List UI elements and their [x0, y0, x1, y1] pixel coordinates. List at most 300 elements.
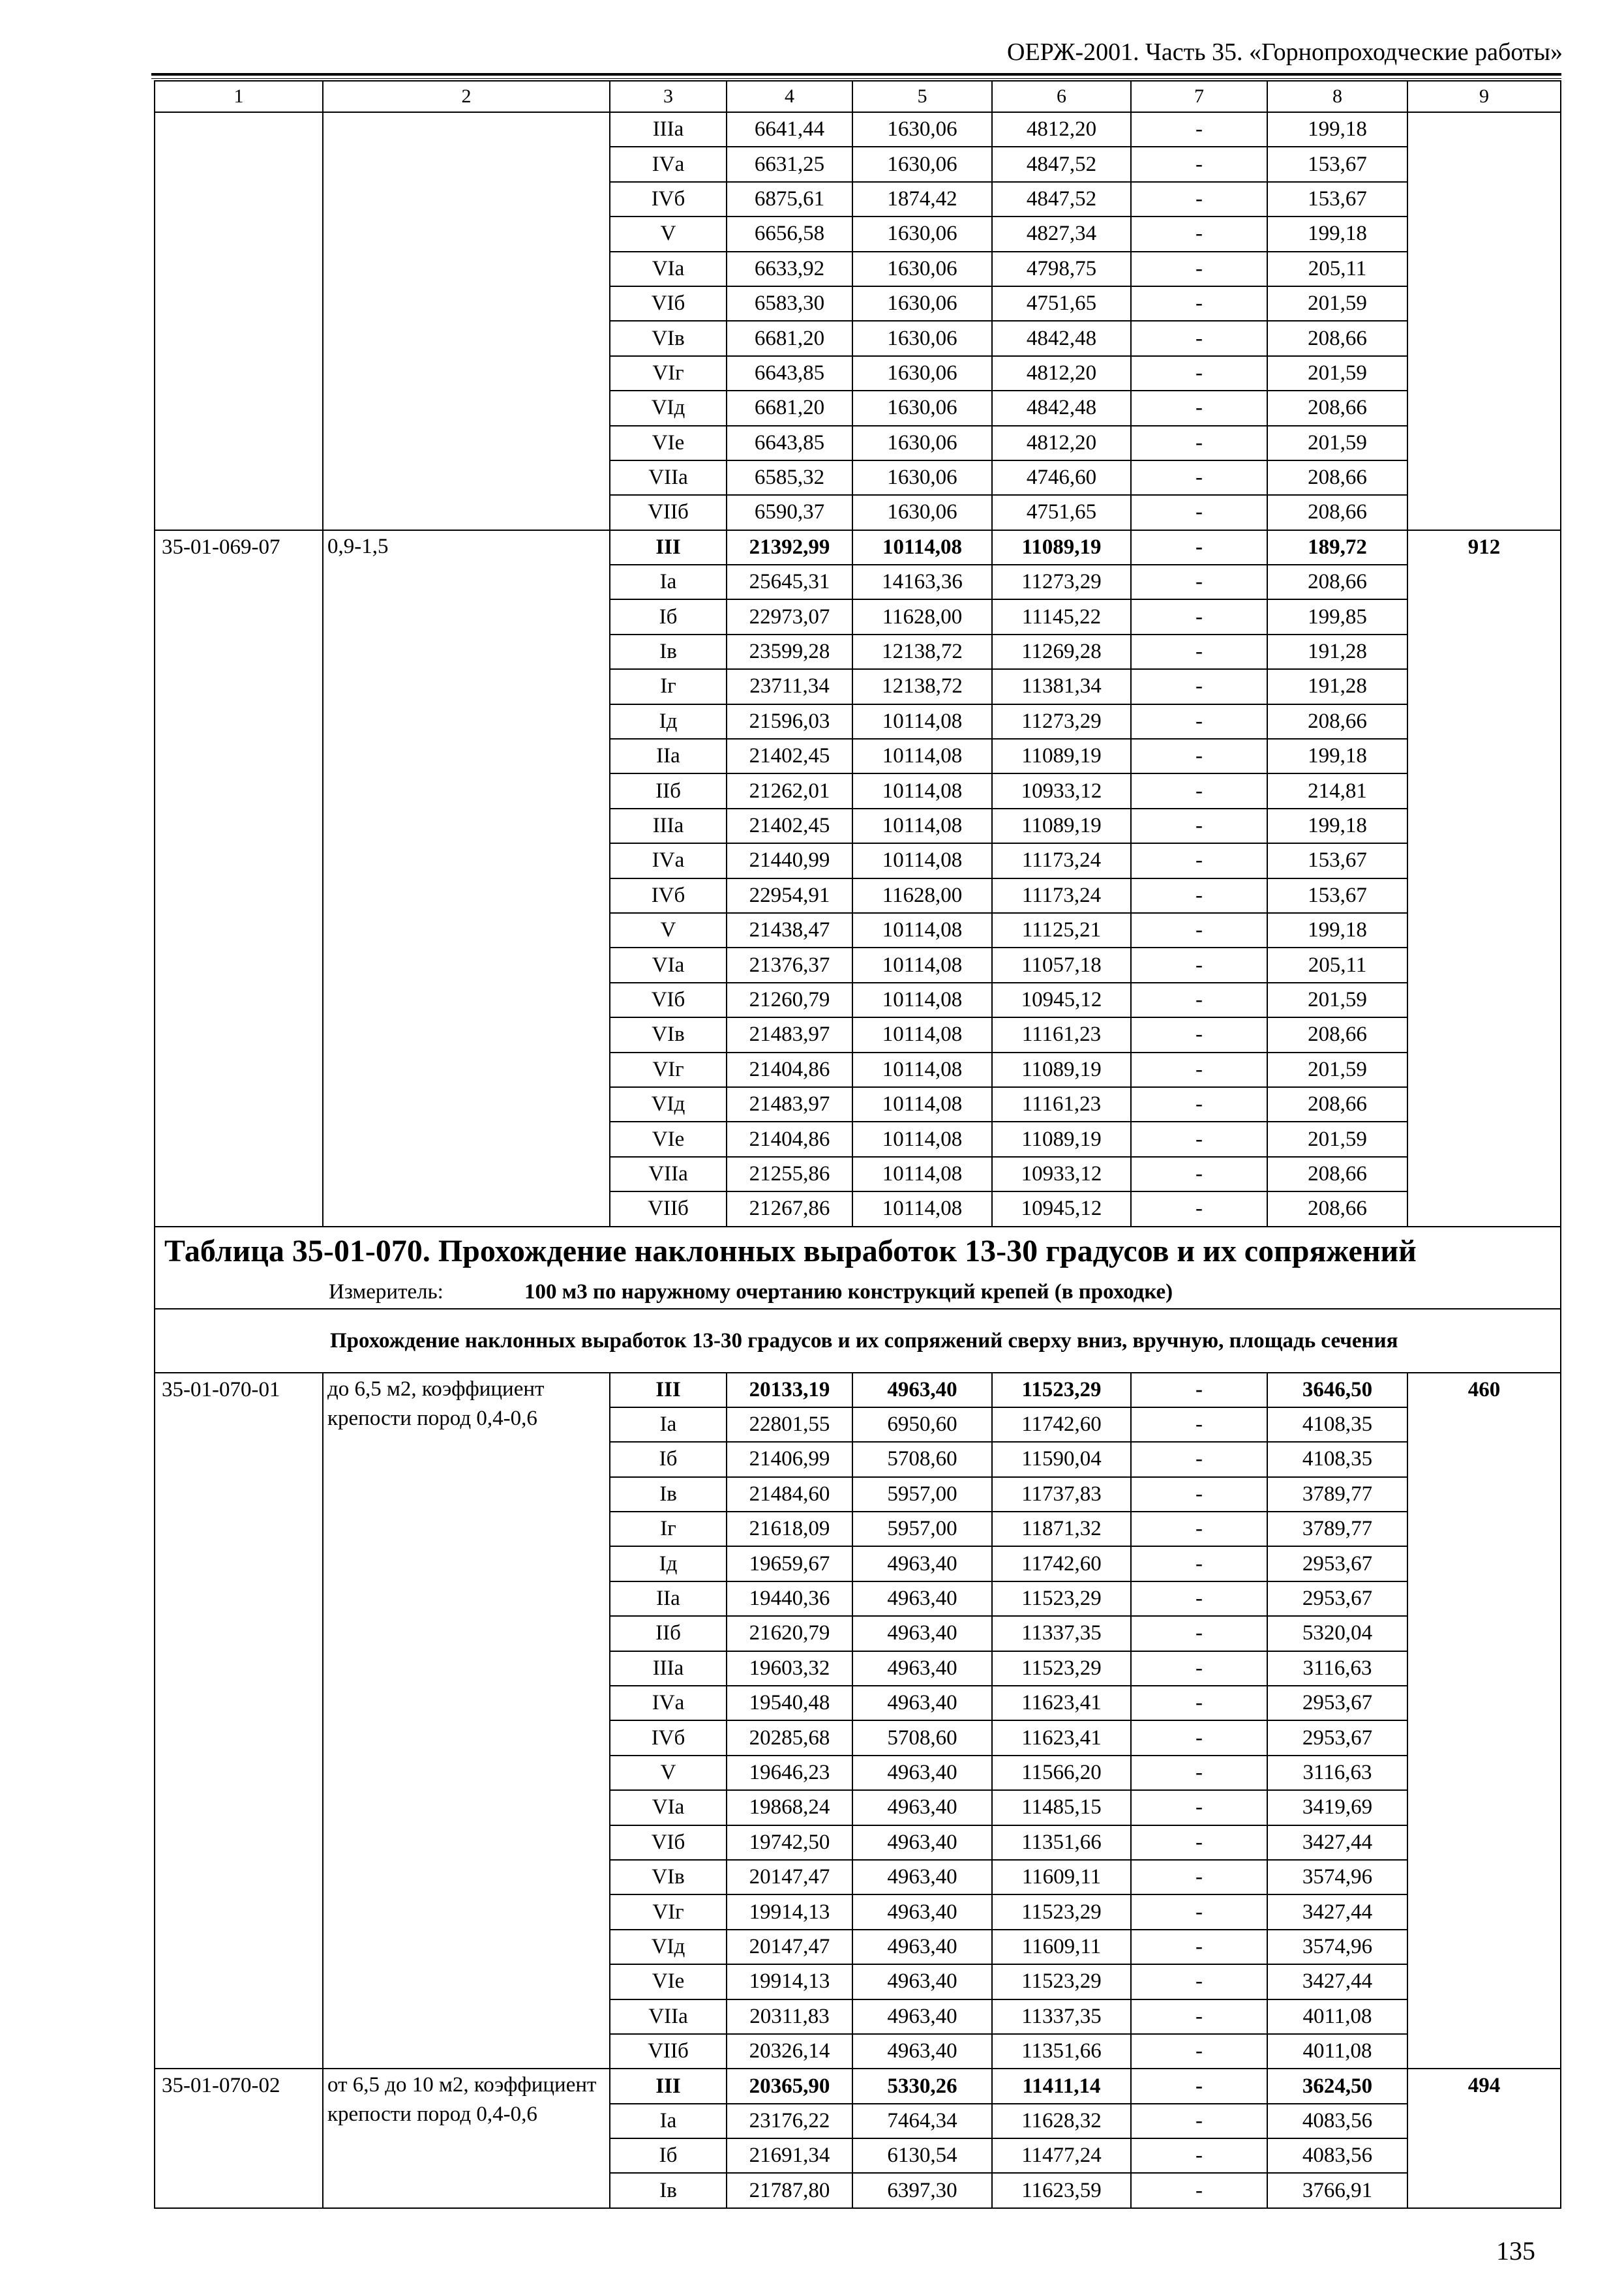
- total-cost-cell: 21262,01: [727, 773, 852, 808]
- rock-class-cell: VIIб: [610, 495, 727, 530]
- material-cost-cell: 201,59: [1267, 286, 1407, 321]
- material-cost-cell: 208,66: [1267, 321, 1407, 355]
- machine-cost-cell: 4847,52: [992, 147, 1131, 181]
- rock-class-cell: VIд: [610, 1087, 727, 1122]
- material-cost-cell: 201,59: [1267, 426, 1407, 460]
- material-cost-cell: 3574,96: [1267, 1930, 1407, 1964]
- total-cost-cell: 19914,13: [727, 1964, 852, 1999]
- labor-cost-cell: 1630,06: [852, 426, 992, 460]
- material-cost-cell: 3427,44: [1267, 1964, 1407, 1999]
- rock-class-cell: IIIа: [610, 1651, 727, 1686]
- material-cost-cell: 153,67: [1267, 843, 1407, 878]
- machine-cost-cell: 11089,19: [992, 1122, 1131, 1156]
- machine-cost-cell: 11477,24: [992, 2138, 1131, 2173]
- labor-cost-cell: 4963,40: [852, 1999, 992, 2034]
- rock-class-cell: Iг: [610, 1512, 727, 1546]
- driver-wage-cell: -: [1131, 669, 1267, 704]
- col-header: 2: [323, 81, 610, 112]
- total-cost-cell: 20147,47: [727, 1930, 852, 1964]
- driver-wage-cell: -: [1131, 2138, 1267, 2173]
- rock-class-cell: VIIб: [610, 2034, 727, 2069]
- machine-cost-cell: 11623,41: [992, 1720, 1131, 1755]
- header-rule-thin: [151, 78, 1561, 79]
- material-cost-cell: 3646,50: [1267, 1373, 1407, 1407]
- rock-class-cell: Iб: [610, 2138, 727, 2173]
- driver-wage-cell: -: [1131, 1720, 1267, 1755]
- machine-cost-cell: 11871,32: [992, 1512, 1131, 1546]
- rate-name-cell: до 6,5 м2, коэффициент крепости пород 0,4-0,6: [323, 1373, 610, 2069]
- labor-hours-cell: 494: [1407, 2069, 1561, 2208]
- rock-class-cell: VIд: [610, 391, 727, 425]
- rock-class-cell: VIб: [610, 286, 727, 321]
- col-header: 4: [727, 81, 852, 112]
- machine-cost-cell: 11742,60: [992, 1407, 1131, 1442]
- machine-cost-cell: 11523,29: [992, 1373, 1131, 1407]
- rock-class-cell: IIб: [610, 773, 727, 808]
- rate-code-cell: 35-01-070-02: [155, 2069, 323, 2208]
- driver-wage-cell: -: [1131, 635, 1267, 669]
- rock-class-cell: IVб: [610, 878, 727, 913]
- driver-wage-cell: -: [1131, 1616, 1267, 1651]
- material-cost-cell: 3116,63: [1267, 1651, 1407, 1686]
- labor-hours-cell: [1407, 112, 1561, 530]
- driver-wage-cell: -: [1131, 1894, 1267, 1929]
- labor-cost-cell: 5708,60: [852, 1442, 992, 1476]
- measure-value: 100 м3 по наружному очертанию конструкций крепей (в проходке): [524, 1279, 1173, 1304]
- rock-class-cell: VIд: [610, 1930, 727, 1964]
- rock-class-cell: VIе: [610, 1964, 727, 1999]
- driver-wage-cell: -: [1131, 217, 1267, 251]
- labor-cost-cell: 4963,40: [852, 2034, 992, 2069]
- rock-class-cell: III: [610, 530, 727, 565]
- total-cost-cell: 21596,03: [727, 704, 852, 739]
- total-cost-cell: 21406,99: [727, 1442, 852, 1476]
- material-cost-cell: 199,18: [1267, 809, 1407, 843]
- total-cost-cell: 19868,24: [727, 1790, 852, 1825]
- labor-cost-cell: 5708,60: [852, 1720, 992, 1755]
- total-cost-cell: 20147,47: [727, 1860, 852, 1894]
- total-cost-cell: 6583,30: [727, 286, 852, 321]
- driver-wage-cell: -: [1131, 1686, 1267, 1720]
- rock-class-cell: III: [610, 2069, 727, 2103]
- driver-wage-cell: -: [1131, 1651, 1267, 1686]
- total-cost-cell: 19540,48: [727, 1686, 852, 1720]
- labor-cost-cell: 1630,06: [852, 356, 992, 391]
- labor-cost-cell: 12138,72: [852, 635, 992, 669]
- material-cost-cell: 2953,67: [1267, 1686, 1407, 1720]
- table-title-row: [155, 1227, 1561, 1276]
- total-cost-cell: 19440,36: [727, 1581, 852, 1616]
- total-cost-cell: 21620,79: [727, 1616, 852, 1651]
- rock-class-cell: V: [610, 1756, 727, 1790]
- driver-wage-cell: -: [1131, 426, 1267, 460]
- rock-class-cell: VIа: [610, 252, 727, 286]
- table-subtitle: Прохождение наклонных выработок 13-30 градусов и их сопряжений сверху вниз, вручную, площадь сечения: [155, 1309, 1561, 1373]
- driver-wage-cell: -: [1131, 843, 1267, 878]
- labor-cost-cell: 1630,06: [852, 321, 992, 355]
- rock-class-cell: IVа: [610, 1686, 727, 1720]
- labor-cost-cell: 1630,06: [852, 286, 992, 321]
- driver-wage-cell: -: [1131, 599, 1267, 634]
- total-cost-cell: 6681,20: [727, 321, 852, 355]
- material-cost-cell: 4083,56: [1267, 2138, 1407, 2173]
- driver-wage-cell: -: [1131, 147, 1267, 181]
- rock-class-cell: IIIа: [610, 809, 727, 843]
- machine-cost-cell: 11161,23: [992, 1087, 1131, 1122]
- labor-cost-cell: 12138,72: [852, 669, 992, 704]
- labor-cost-cell: 10114,08: [852, 948, 992, 982]
- material-cost-cell: 208,66: [1267, 1191, 1407, 1226]
- labor-cost-cell: 10114,08: [852, 773, 992, 808]
- driver-wage-cell: -: [1131, 809, 1267, 843]
- total-cost-cell: 21483,97: [727, 1017, 852, 1052]
- machine-cost-cell: 11523,29: [992, 1651, 1131, 1686]
- total-cost-cell: 21260,79: [727, 983, 852, 1017]
- machine-cost-cell: 11590,04: [992, 1442, 1131, 1476]
- material-cost-cell: 201,59: [1267, 1053, 1407, 1087]
- driver-wage-cell: -: [1131, 2034, 1267, 2069]
- material-cost-cell: 3766,91: [1267, 2173, 1407, 2207]
- material-cost-cell: 4011,08: [1267, 1999, 1407, 2034]
- machine-cost-cell: 11411,14: [992, 2069, 1131, 2103]
- material-cost-cell: 153,67: [1267, 147, 1407, 181]
- rock-class-cell: Iд: [610, 1546, 727, 1581]
- material-cost-cell: 4108,35: [1267, 1407, 1407, 1442]
- labor-cost-cell: 4963,40: [852, 1964, 992, 1999]
- labor-cost-cell: 10114,08: [852, 1087, 992, 1122]
- material-cost-cell: 2953,67: [1267, 1546, 1407, 1581]
- material-cost-cell: 5320,04: [1267, 1616, 1407, 1651]
- rate-name-cell: от 6,5 до 10 м2, коэффициент крепости пород 0,4-0,6: [323, 2069, 610, 2208]
- driver-wage-cell: -: [1131, 1087, 1267, 1122]
- driver-wage-cell: -: [1131, 913, 1267, 948]
- subtitle-row: [155, 1309, 1561, 1373]
- labor-cost-cell: 4963,40: [852, 1581, 992, 1616]
- rate-code-cell: 35-01-070-01: [155, 1373, 323, 2069]
- labor-cost-cell: 10114,08: [852, 809, 992, 843]
- driver-wage-cell: -: [1131, 530, 1267, 565]
- labor-cost-cell: 11628,00: [852, 599, 992, 634]
- col-header: 9: [1407, 81, 1561, 112]
- machine-cost-cell: 11337,35: [992, 1616, 1131, 1651]
- total-cost-cell: 6585,32: [727, 460, 852, 495]
- rock-class-cell: IIа: [610, 739, 727, 773]
- machine-cost-cell: 10933,12: [992, 773, 1131, 808]
- material-cost-cell: 3624,50: [1267, 2069, 1407, 2103]
- rock-class-cell: IVа: [610, 843, 727, 878]
- material-cost-cell: 205,11: [1267, 252, 1407, 286]
- labor-cost-cell: 4963,40: [852, 1373, 992, 1407]
- driver-wage-cell: -: [1131, 1512, 1267, 1546]
- labor-cost-cell: 6130,54: [852, 2138, 992, 2173]
- driver-wage-cell: -: [1131, 1373, 1267, 1407]
- material-cost-cell: 2953,67: [1267, 1581, 1407, 1616]
- machine-cost-cell: 11161,23: [992, 1017, 1131, 1052]
- labor-cost-cell: 4963,40: [852, 1825, 992, 1860]
- machine-cost-cell: 4827,34: [992, 217, 1131, 251]
- measure-cell: [155, 1276, 1561, 1309]
- material-cost-cell: 3789,77: [1267, 1477, 1407, 1512]
- material-cost-cell: 201,59: [1267, 1122, 1407, 1156]
- machine-cost-cell: 10945,12: [992, 1191, 1131, 1226]
- driver-wage-cell: -: [1131, 252, 1267, 286]
- labor-cost-cell: 10114,08: [852, 1191, 992, 1226]
- driver-wage-cell: -: [1131, 739, 1267, 773]
- driver-wage-cell: -: [1131, 1477, 1267, 1512]
- material-cost-cell: 3427,44: [1267, 1825, 1407, 1860]
- total-cost-cell: 19603,32: [727, 1651, 852, 1686]
- material-cost-cell: 4083,56: [1267, 2104, 1407, 2138]
- driver-wage-cell: -: [1131, 704, 1267, 739]
- machine-cost-cell: 4746,60: [992, 460, 1131, 495]
- machine-cost-cell: 11273,29: [992, 704, 1131, 739]
- driver-wage-cell: -: [1131, 1825, 1267, 1860]
- driver-wage-cell: -: [1131, 1999, 1267, 2034]
- labor-cost-cell: 5957,00: [852, 1512, 992, 1546]
- col-header: 7: [1131, 81, 1267, 112]
- material-cost-cell: 3574,96: [1267, 1860, 1407, 1894]
- total-cost-cell: 6875,61: [727, 182, 852, 217]
- total-cost-cell: 21267,86: [727, 1191, 852, 1226]
- total-cost-cell: 25645,31: [727, 565, 852, 599]
- labor-cost-cell: 10114,08: [852, 983, 992, 1017]
- driver-wage-cell: -: [1131, 286, 1267, 321]
- driver-wage-cell: -: [1131, 112, 1267, 147]
- machine-cost-cell: 4751,65: [992, 495, 1131, 530]
- material-cost-cell: 153,67: [1267, 182, 1407, 217]
- table-row: [155, 2069, 1561, 2103]
- driver-wage-cell: -: [1131, 391, 1267, 425]
- machine-cost-cell: 11057,18: [992, 948, 1131, 982]
- labor-cost-cell: 1874,42: [852, 182, 992, 217]
- labor-cost-cell: 11628,00: [852, 878, 992, 913]
- machine-cost-cell: 4812,20: [992, 426, 1131, 460]
- machine-cost-cell: 4842,48: [992, 321, 1131, 355]
- rock-class-cell: VIв: [610, 1860, 727, 1894]
- page-number: 135: [1496, 2236, 1535, 2266]
- rock-class-cell: Iд: [610, 704, 727, 739]
- total-cost-cell: 21691,34: [727, 2138, 852, 2173]
- driver-wage-cell: -: [1131, 1860, 1267, 1894]
- labor-cost-cell: 10114,08: [852, 1157, 992, 1191]
- labor-cost-cell: 10114,08: [852, 739, 992, 773]
- rock-class-cell: V: [610, 217, 727, 251]
- measure-row: [155, 1276, 1561, 1309]
- table-title: Таблица 35-01-070. Прохождение наклонных выработок 13-30 градусов и их сопряжений: [155, 1227, 1561, 1276]
- driver-wage-cell: -: [1131, 1442, 1267, 1476]
- machine-cost-cell: 11173,24: [992, 843, 1131, 878]
- total-cost-cell: 6631,25: [727, 147, 852, 181]
- rate-name-cell: 0,9-1,5: [323, 530, 610, 1227]
- labor-cost-cell: 5330,26: [852, 2069, 992, 2103]
- rock-class-cell: Iб: [610, 599, 727, 634]
- total-cost-cell: 20285,68: [727, 1720, 852, 1755]
- driver-wage-cell: -: [1131, 2104, 1267, 2138]
- total-cost-cell: 20133,19: [727, 1373, 852, 1407]
- total-cost-cell: 21440,99: [727, 843, 852, 878]
- material-cost-cell: 208,66: [1267, 391, 1407, 425]
- total-cost-cell: 21404,86: [727, 1122, 852, 1156]
- rate-name-cell: [323, 112, 610, 530]
- machine-cost-cell: 4751,65: [992, 286, 1131, 321]
- rate-code-cell: [155, 112, 323, 530]
- total-cost-cell: 22973,07: [727, 599, 852, 634]
- machine-cost-cell: 4847,52: [992, 182, 1131, 217]
- driver-wage-cell: -: [1131, 1157, 1267, 1191]
- rock-class-cell: VIг: [610, 356, 727, 391]
- material-cost-cell: 191,28: [1267, 669, 1407, 704]
- machine-cost-cell: 11273,29: [992, 565, 1131, 599]
- material-cost-cell: 199,18: [1267, 913, 1407, 948]
- machine-cost-cell: 11523,29: [992, 1894, 1131, 1929]
- machine-cost-cell: 11381,34: [992, 669, 1131, 704]
- material-cost-cell: 3427,44: [1267, 1894, 1407, 1929]
- material-cost-cell: 208,66: [1267, 1157, 1407, 1191]
- driver-wage-cell: -: [1131, 1407, 1267, 1442]
- table-row: [155, 530, 1561, 565]
- machine-cost-cell: 4812,20: [992, 356, 1131, 391]
- rock-class-cell: Iа: [610, 565, 727, 599]
- total-cost-cell: 21618,09: [727, 1512, 852, 1546]
- machine-cost-cell: 11351,66: [992, 2034, 1131, 2069]
- total-cost-cell: 21392,99: [727, 530, 852, 565]
- machine-cost-cell: 11609,11: [992, 1860, 1131, 1894]
- driver-wage-cell: -: [1131, 1053, 1267, 1087]
- rock-class-cell: Iа: [610, 1407, 727, 1442]
- material-cost-cell: 2953,67: [1267, 1720, 1407, 1755]
- col-header: 8: [1267, 81, 1407, 112]
- rock-class-cell: VIе: [610, 426, 727, 460]
- machine-cost-cell: 10945,12: [992, 983, 1131, 1017]
- rock-class-cell: VIIа: [610, 1157, 727, 1191]
- machine-cost-cell: 11089,19: [992, 739, 1131, 773]
- driver-wage-cell: -: [1131, 948, 1267, 982]
- labor-cost-cell: 10114,08: [852, 704, 992, 739]
- labor-cost-cell: 1630,06: [852, 217, 992, 251]
- material-cost-cell: 201,59: [1267, 983, 1407, 1017]
- labor-cost-cell: 4963,40: [852, 1686, 992, 1720]
- labor-cost-cell: 4963,40: [852, 1790, 992, 1825]
- material-cost-cell: 3116,63: [1267, 1756, 1407, 1790]
- rock-class-cell: VIв: [610, 1017, 727, 1052]
- total-cost-cell: 19659,67: [727, 1546, 852, 1581]
- labor-hours-cell: 912: [1407, 530, 1561, 1227]
- header-rule: [151, 73, 1561, 76]
- rock-class-cell: IIб: [610, 1616, 727, 1651]
- material-cost-cell: 205,11: [1267, 948, 1407, 982]
- total-cost-cell: 19646,23: [727, 1756, 852, 1790]
- machine-cost-cell: 11737,83: [992, 1477, 1131, 1512]
- driver-wage-cell: -: [1131, 356, 1267, 391]
- labor-cost-cell: 10114,08: [852, 1017, 992, 1052]
- rock-class-cell: VIб: [610, 1825, 727, 1860]
- driver-wage-cell: -: [1131, 2069, 1267, 2103]
- driver-wage-cell: -: [1131, 1964, 1267, 1999]
- table-row: [155, 112, 1561, 147]
- machine-cost-cell: 11742,60: [992, 1546, 1131, 1581]
- labor-cost-cell: 10114,08: [852, 530, 992, 565]
- page-header: ОЕРЖ-2001. Часть 35. «Горнопроходческие работы»: [1007, 38, 1563, 66]
- total-cost-cell: 6656,58: [727, 217, 852, 251]
- labor-cost-cell: 10114,08: [852, 1053, 992, 1087]
- driver-wage-cell: -: [1131, 495, 1267, 530]
- driver-wage-cell: -: [1131, 983, 1267, 1017]
- driver-wage-cell: -: [1131, 182, 1267, 217]
- total-cost-cell: 23599,28: [727, 635, 852, 669]
- table-body: [155, 81, 1561, 2208]
- machine-cost-cell: 11628,32: [992, 2104, 1131, 2138]
- rock-class-cell: III: [610, 1373, 727, 1407]
- material-cost-cell: 208,66: [1267, 704, 1407, 739]
- total-cost-cell: 19742,50: [727, 1825, 852, 1860]
- total-cost-cell: 20365,90: [727, 2069, 852, 2103]
- rock-class-cell: Iв: [610, 2173, 727, 2207]
- total-cost-cell: 21483,97: [727, 1087, 852, 1122]
- labor-cost-cell: 1630,06: [852, 147, 992, 181]
- labor-cost-cell: 1630,06: [852, 252, 992, 286]
- labor-cost-cell: 4963,40: [852, 1616, 992, 1651]
- labor-cost-cell: 10114,08: [852, 913, 992, 948]
- labor-cost-cell: 1630,06: [852, 112, 992, 147]
- material-cost-cell: 4011,08: [1267, 2034, 1407, 2069]
- labor-cost-cell: 1630,06: [852, 460, 992, 495]
- labor-cost-cell: 4963,40: [852, 1756, 992, 1790]
- rates-table: [154, 80, 1561, 2209]
- machine-cost-cell: 4812,20: [992, 112, 1131, 147]
- labor-cost-cell: 4963,40: [852, 1546, 992, 1581]
- driver-wage-cell: -: [1131, 773, 1267, 808]
- rock-class-cell: VIв: [610, 321, 727, 355]
- total-cost-cell: 6641,44: [727, 112, 852, 147]
- rock-class-cell: VIIа: [610, 1999, 727, 2034]
- total-cost-cell: 23711,34: [727, 669, 852, 704]
- rock-class-cell: VIг: [610, 1894, 727, 1929]
- machine-cost-cell: 11125,21: [992, 913, 1131, 948]
- total-cost-cell: 6590,37: [727, 495, 852, 530]
- rock-class-cell: VIа: [610, 1790, 727, 1825]
- machine-cost-cell: 11523,29: [992, 1581, 1131, 1616]
- rock-class-cell: Iг: [610, 669, 727, 704]
- rock-class-cell: IIIа: [610, 112, 727, 147]
- driver-wage-cell: -: [1131, 2173, 1267, 2207]
- machine-cost-cell: 4842,48: [992, 391, 1131, 425]
- machine-cost-cell: 11523,29: [992, 1964, 1131, 1999]
- total-cost-cell: 21402,45: [727, 809, 852, 843]
- machine-cost-cell: 11485,15: [992, 1790, 1131, 1825]
- driver-wage-cell: -: [1131, 1191, 1267, 1226]
- material-cost-cell: 208,66: [1267, 1017, 1407, 1052]
- rock-class-cell: VIIа: [610, 460, 727, 495]
- material-cost-cell: 191,28: [1267, 635, 1407, 669]
- machine-cost-cell: 11089,19: [992, 809, 1131, 843]
- driver-wage-cell: -: [1131, 1756, 1267, 1790]
- rock-class-cell: VIа: [610, 948, 727, 982]
- rock-class-cell: IVб: [610, 1720, 727, 1755]
- driver-wage-cell: -: [1131, 1017, 1267, 1052]
- machine-cost-cell: 11623,59: [992, 2173, 1131, 2207]
- total-cost-cell: 6643,85: [727, 426, 852, 460]
- labor-cost-cell: 6950,60: [852, 1407, 992, 1442]
- rock-class-cell: Iб: [610, 1442, 727, 1476]
- machine-cost-cell: 11089,19: [992, 1053, 1131, 1087]
- driver-wage-cell: -: [1131, 1930, 1267, 1964]
- machine-cost-cell: 11173,24: [992, 878, 1131, 913]
- labor-hours-cell: 460: [1407, 1373, 1561, 2069]
- machine-cost-cell: 10933,12: [992, 1157, 1131, 1191]
- rate-code-cell: 35-01-069-07: [155, 530, 323, 1227]
- total-cost-cell: 21255,86: [727, 1157, 852, 1191]
- rock-class-cell: IVб: [610, 182, 727, 217]
